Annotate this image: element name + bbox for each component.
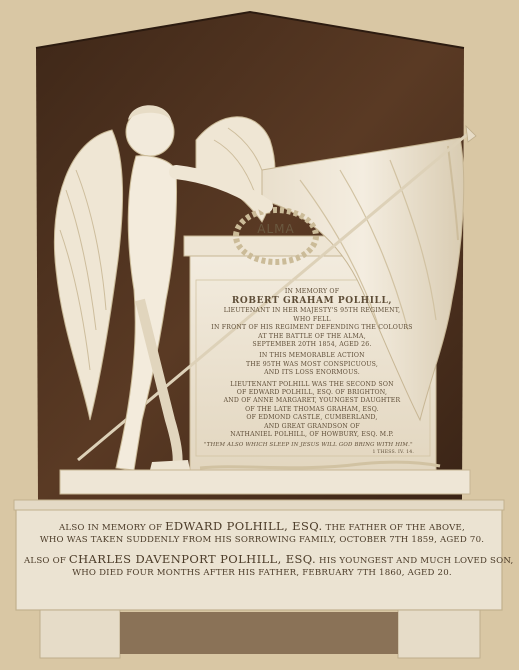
tablet-line: AND ITS LOSS ENORMOUS.: [264, 369, 360, 377]
scripture-reference: 1 THESS. IV. 14.: [372, 449, 414, 455]
scripture-quote: "THEM ALSO WHICH SLEEP IN JESUS WILL GOD BRING WITH HIM.": [204, 441, 413, 448]
base-line-1-name: EDWARD POLHILL, ESQ.: [165, 519, 323, 533]
tablet-line: LIEUTENANT IN HER MAJESTY'S 95TH REGIMENT,: [223, 307, 401, 315]
tablet-line: AND GREAT GRANDSON OF: [264, 422, 360, 430]
tablet-line: LIEUTENANT POLHILL WAS THE SECOND SON: [230, 380, 394, 388]
base-line-3-prefix: ALSO OF: [24, 556, 69, 566]
base-line-2: WHO WAS TAKEN SUDDENLY FROM HIS SORROWING FAMILY, OCTOBER 7TH 1859, AGED 70.: [39, 535, 485, 545]
base-line-3-rest: HIS YOUNGEST AND MUCH LOVED SON,: [316, 556, 514, 566]
tablet-line: OF THE LATE THOMAS GRAHAM, ESQ.: [245, 405, 379, 413]
tablet-line: IN FRONT OF HIS REGIMENT DEFENDING THE COLOURS: [211, 324, 413, 332]
base-line-3-name: CHARLES DAVENPORT POLHILL, ESQ.: [68, 552, 317, 566]
tablet-line: AND OF ANNE MARGARET, YOUNGEST DAUGHTER: [223, 397, 401, 405]
tablet-line: OF EDMOND CASTLE, CUMBERLAND,: [246, 414, 378, 422]
right-foot: [398, 610, 480, 658]
tablet-line: IN MEMORY OF: [284, 288, 340, 295]
base-line-1-rest: THE FATHER OF THE ABOVE,: [322, 523, 465, 533]
tablet-line: IN THIS MEMORABLE ACTION: [259, 352, 365, 360]
base-line-1: [24, 520, 500, 534]
tablet-line: THE 95TH WAS MOST CONSPICUOUS,: [245, 360, 379, 368]
wreath-inscription: ALMA: [257, 222, 295, 236]
base-line-4: WHO DIED FOUR MONTHS AFTER HIS FATHER, FEBRUARY 7TH 1860, AGED 20.: [72, 568, 452, 578]
base-inscription: [24, 519, 514, 579]
base-line-1-prefix: ALSO IN MEMORY OF: [59, 523, 166, 533]
tablet-line: OF EDWARD POLHILL, ESQ. OF BRIGHTON,: [236, 389, 388, 397]
base-line-3: [24, 552, 514, 567]
tablet-line: ROBERT GRAHAM POLHILL,: [231, 296, 393, 307]
tablet-line: SEPTEMBER 20TH 1854, AGED 26.: [252, 341, 372, 349]
tablet-inscription: [196, 288, 428, 455]
tablet-line: WHO FELL: [293, 315, 331, 323]
tablet-line: NATHANIEL POLHILL, OF HOWBURY, ESQ. M.P.: [230, 431, 394, 439]
left-foot: [40, 610, 120, 658]
tablet-line: AT THE BATTLE OF THE ALMA,: [258, 332, 366, 340]
